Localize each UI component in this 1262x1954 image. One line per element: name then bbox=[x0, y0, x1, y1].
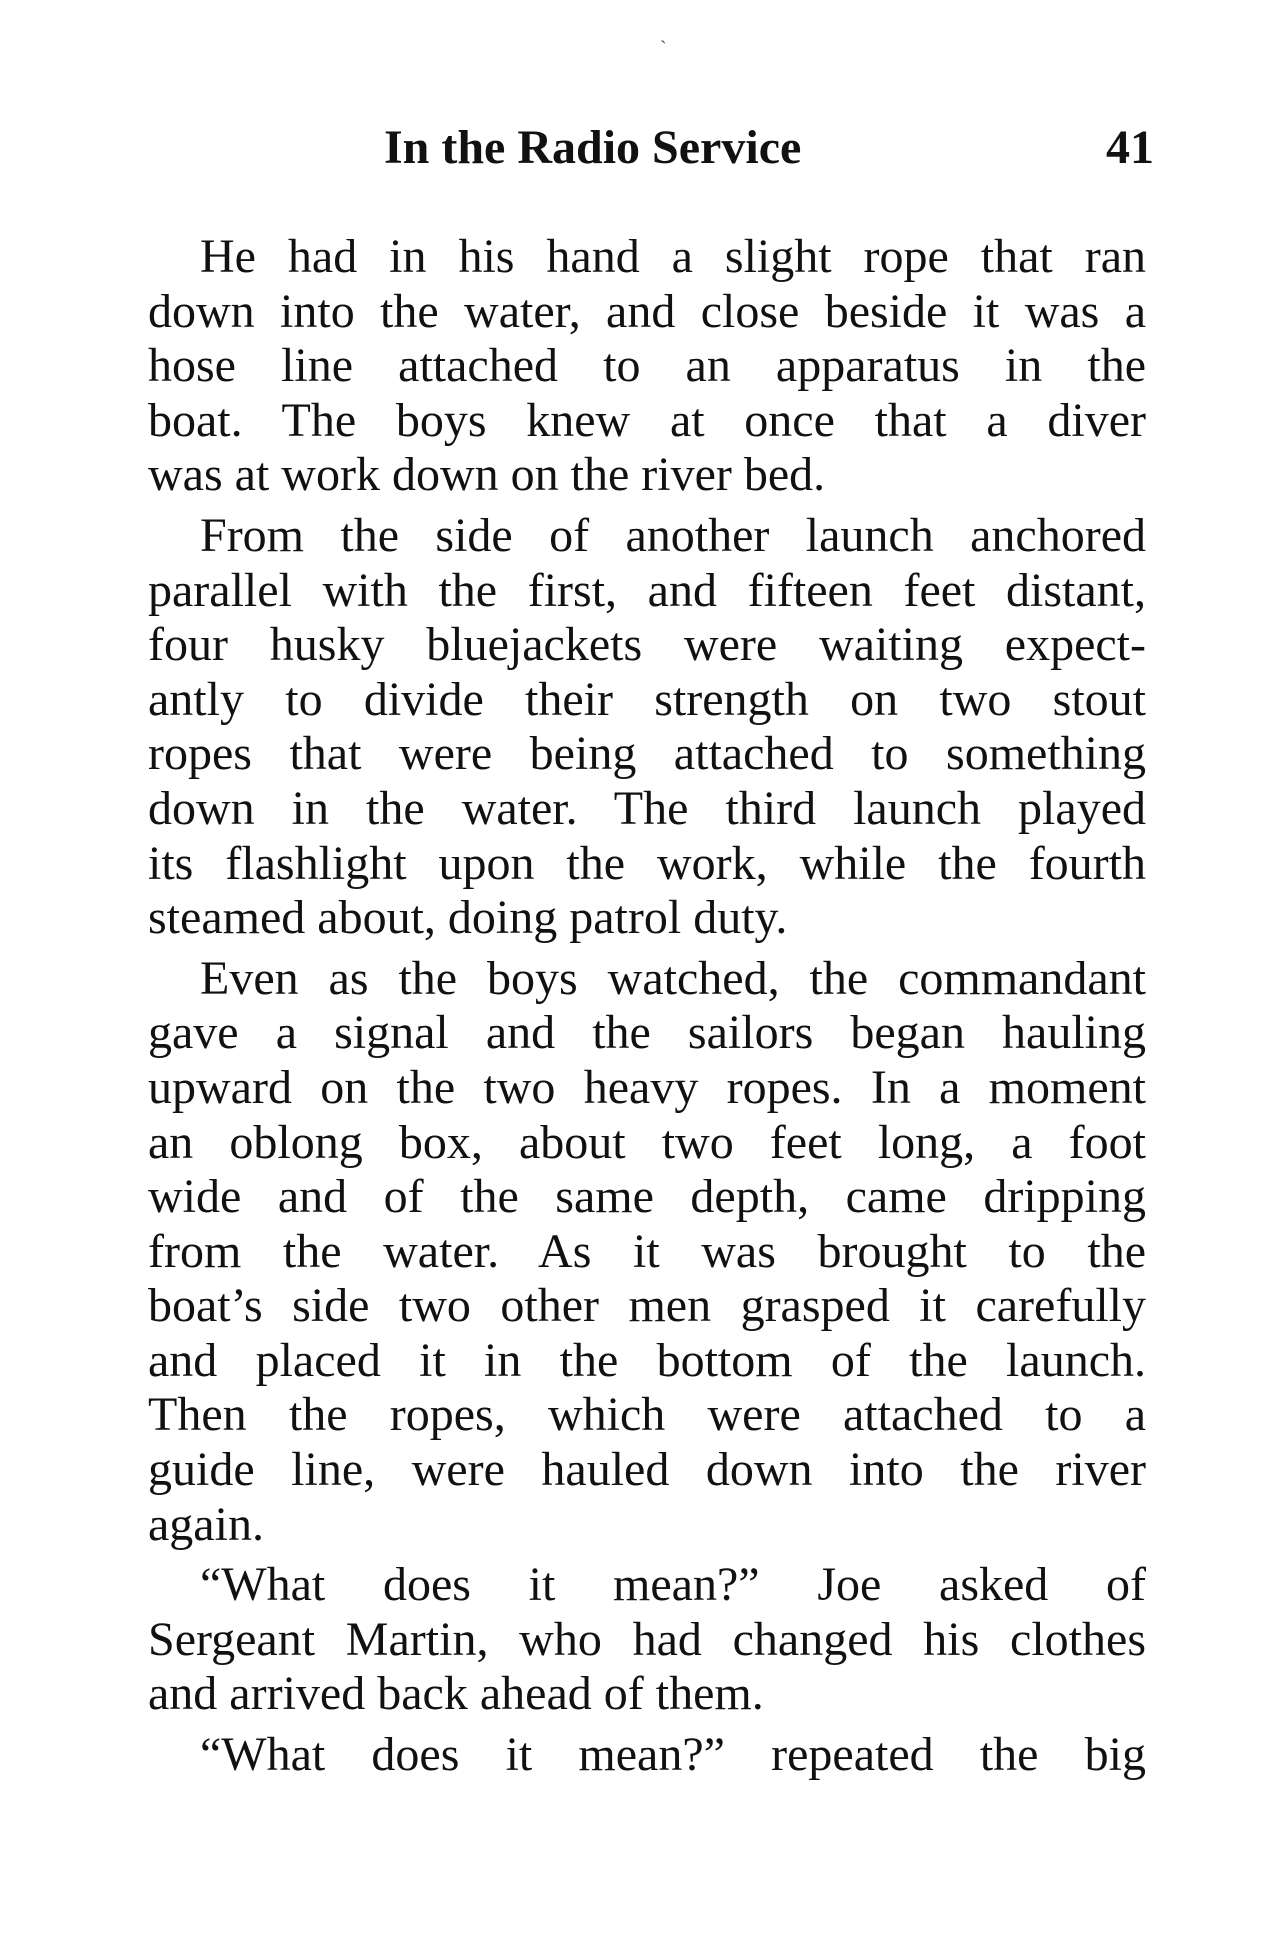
text-line: down in the water. The third launch played bbox=[148, 781, 1146, 835]
running-title: In the Radio Service bbox=[384, 121, 802, 174]
text-line: boat’s side two other men grasped it carefully bbox=[148, 1279, 1146, 1333]
paragraph bbox=[148, 509, 1146, 946]
page-number: 41 bbox=[1106, 121, 1154, 174]
text-line: He had in his hand a slight rope that ran bbox=[200, 230, 1146, 283]
text-line: parallel with the first, and fifteen feet distant, bbox=[148, 563, 1146, 617]
text-line: “What does it mean?” Joe asked of bbox=[200, 1558, 1146, 1612]
text-line: From the side of another launch anchored bbox=[200, 508, 1146, 562]
paragraph bbox=[148, 952, 1146, 1553]
text-line: and placed it in the bottom of the launch. bbox=[148, 1333, 1146, 1387]
text-line: was at work down on the river bed. bbox=[148, 448, 826, 502]
text-line: Then the ropes, which were attached to a bbox=[148, 1388, 1146, 1442]
text-line: gave a signal and the sailors began hauling bbox=[148, 1006, 1146, 1060]
text-line: its flashlight upon the work, while the fourth bbox=[148, 836, 1146, 890]
text-line: down into the water, and close beside it was a bbox=[148, 284, 1146, 338]
text-line: wide and of the same depth, came dripping bbox=[148, 1170, 1146, 1224]
text-line: boat. The boys knew at once that a diver bbox=[148, 393, 1146, 447]
print-speck: ˏ bbox=[660, 22, 667, 44]
text-line: again. bbox=[148, 1497, 264, 1551]
paragraph bbox=[148, 230, 1146, 503]
page-header bbox=[384, 118, 1154, 178]
text-line: an oblong box, about two feet long, a foot bbox=[148, 1115, 1146, 1169]
page-body bbox=[148, 230, 1146, 1789]
text-line: four husky bluejackets were waiting expect- bbox=[148, 618, 1146, 672]
text-line: steamed about, doing patrol duty. bbox=[148, 891, 788, 945]
text-line: and arrived back ahead of them. bbox=[148, 1667, 764, 1721]
text-line: from the water. As it was brought to the bbox=[148, 1224, 1146, 1278]
text-line: hose line attached to an apparatus in the bbox=[148, 339, 1146, 393]
text-line: Even as the boys watched, the commandant bbox=[200, 951, 1146, 1005]
text-line: ropes that were being attached to something bbox=[148, 727, 1146, 781]
text-line: “What does it mean?” repeated the big bbox=[200, 1728, 1146, 1782]
text-line: Sergeant Martin, who had changed his clothes bbox=[148, 1612, 1146, 1666]
paragraph bbox=[148, 1558, 1146, 1722]
paragraph bbox=[148, 1728, 1146, 1783]
text-line: antly to divide their strength on two stout bbox=[148, 672, 1146, 726]
text-line: guide line, were hauled down into the river bbox=[148, 1443, 1146, 1497]
text-line: upward on the two heavy ropes. In a moment bbox=[148, 1060, 1146, 1114]
